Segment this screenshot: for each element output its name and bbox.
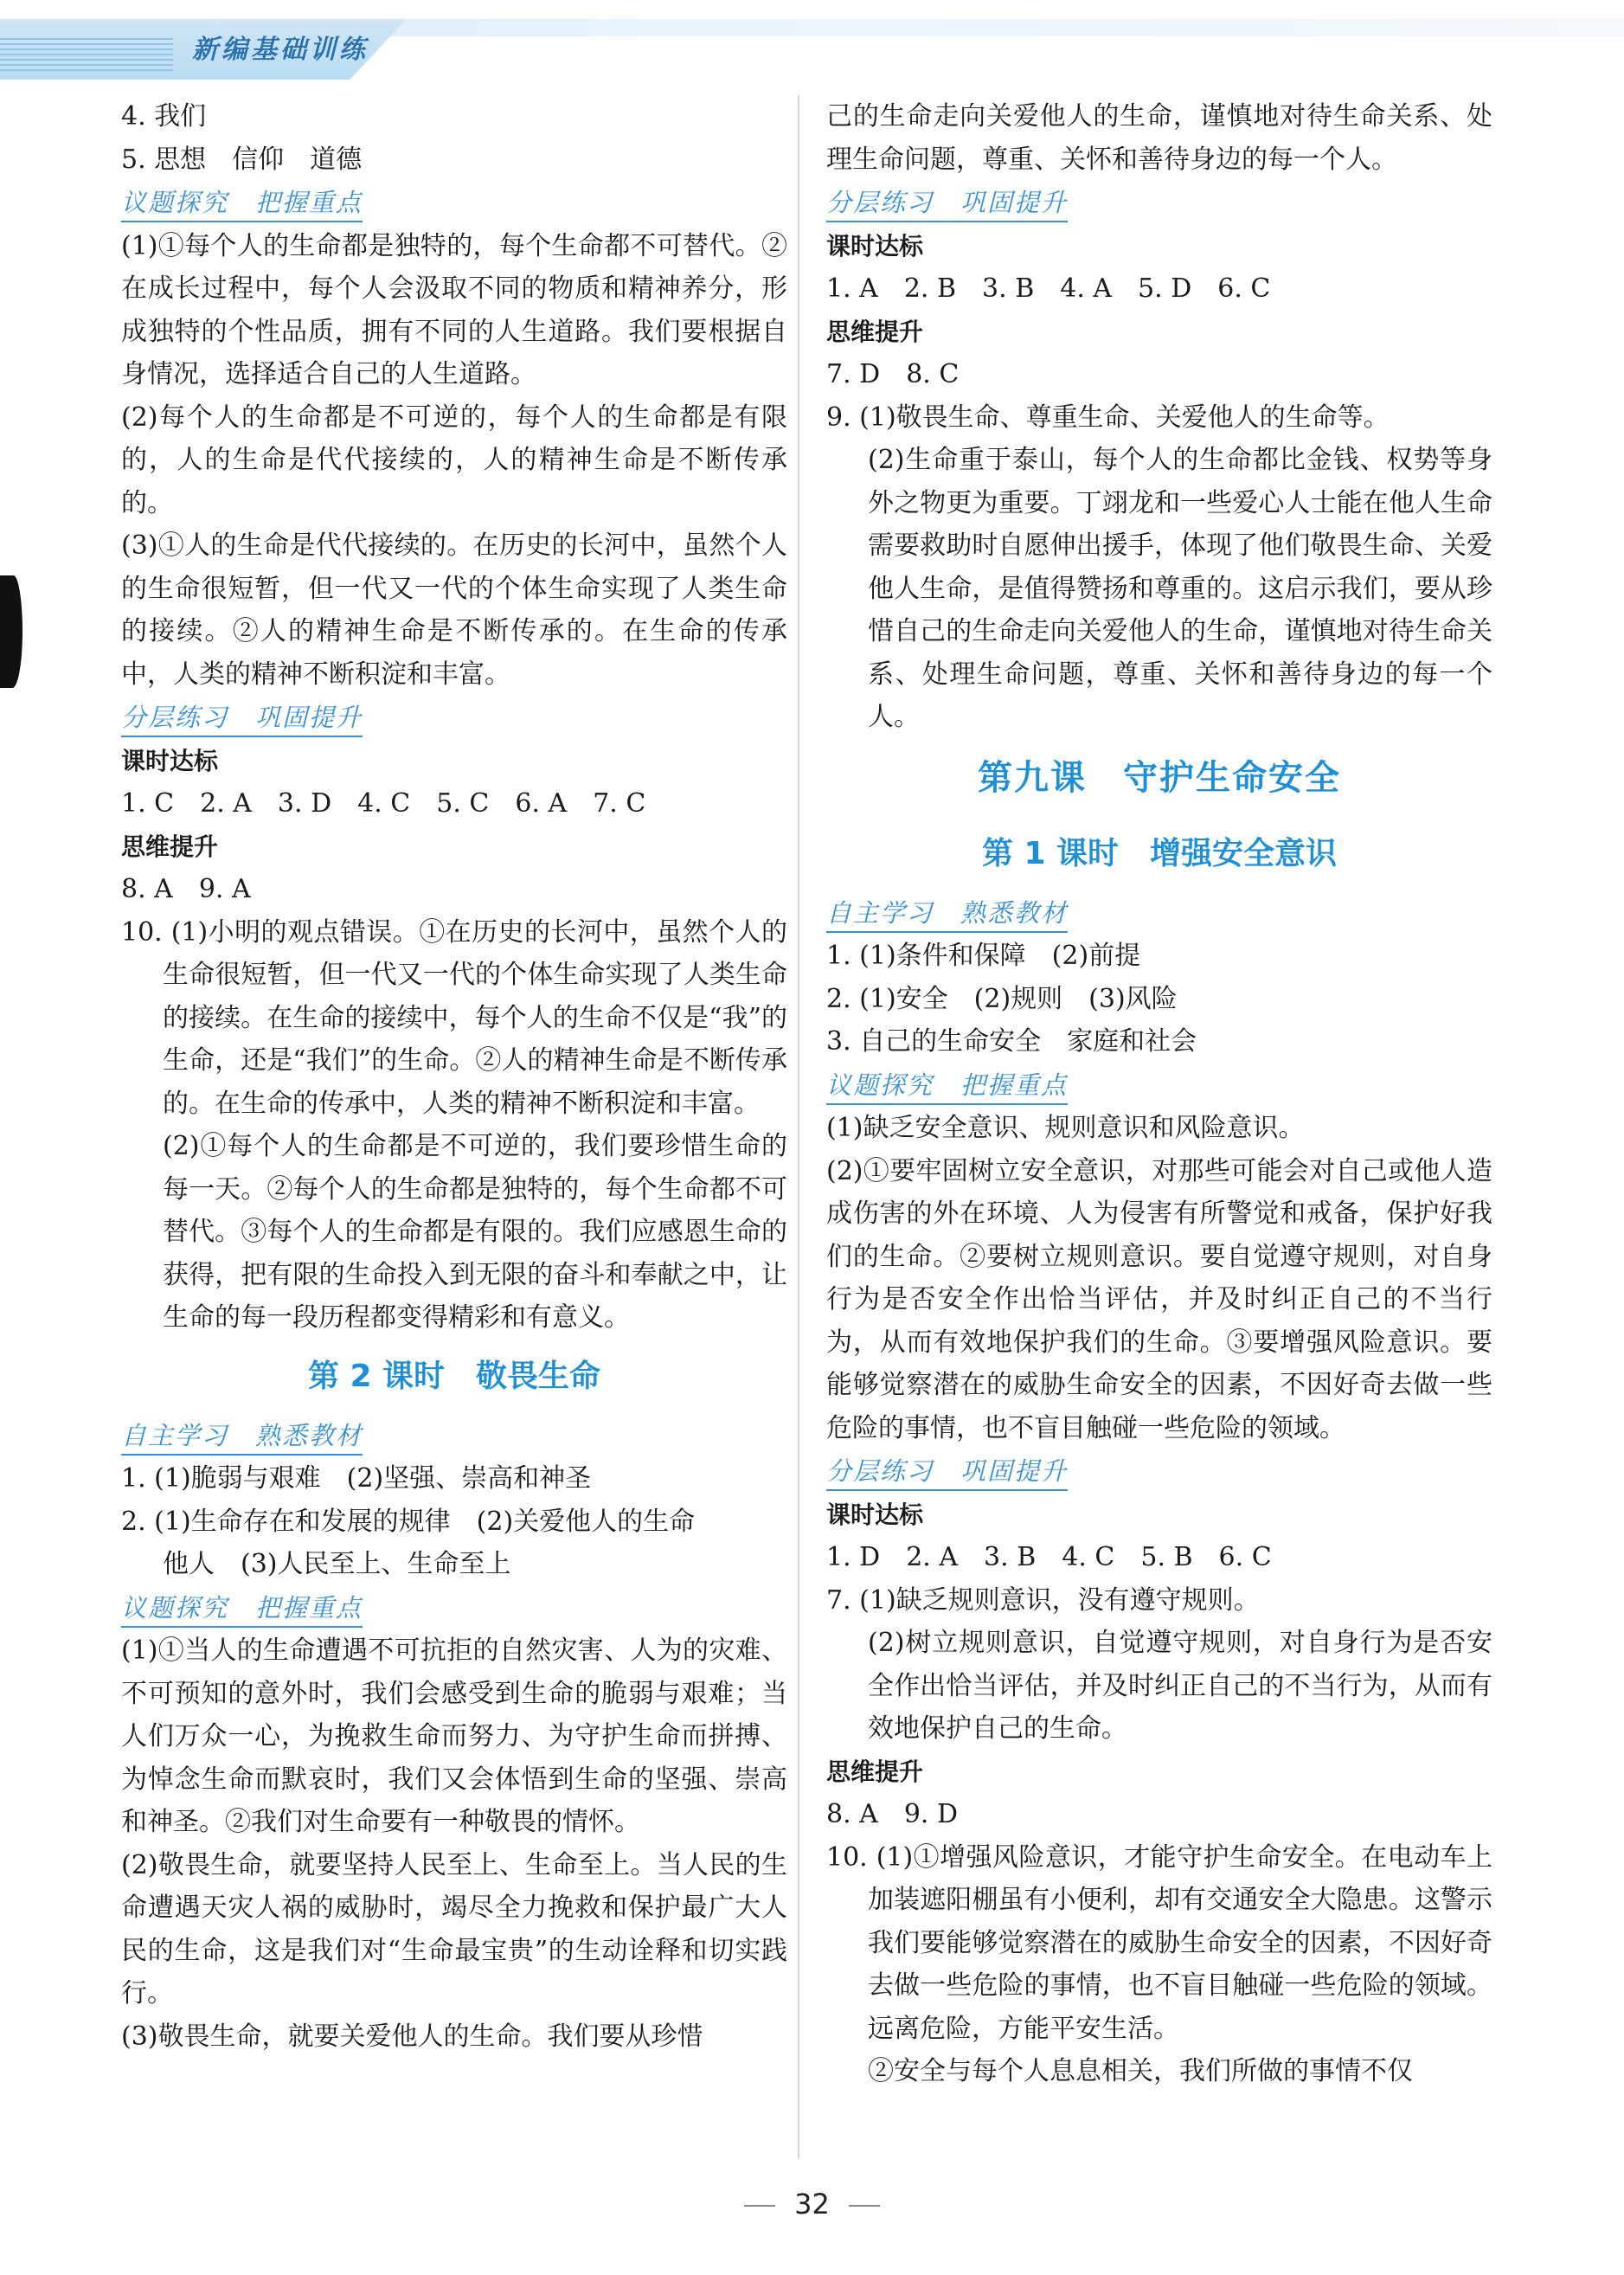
left-column	[121, 95, 787, 2058]
section-label: 自主学习 熟悉教材	[826, 895, 1068, 933]
choice-answers: 1. A 2. B 3. B 4. A 5. D 6. C	[826, 273, 1271, 304]
answer-line: 1. (1)条件和保障 (2)前提	[826, 941, 1141, 971]
section-label: 自主学习 熟悉教材	[121, 1417, 363, 1456]
subheading: 课时达标	[826, 1500, 924, 1529]
answer-paragraph: (1)①每个人的生命都是独特的，每个生命都不可替代。②在成长过程中，每个人会汲取不同的物质和精神养分，形成独特的个性品质，拥有不同的人生道路。我们要根据自身情况，选择适合自己的人生道路。	[121, 230, 787, 389]
answer-line: 1. (1)脆弱与艰难 (2)坚强、崇高和神圣	[121, 1463, 592, 1494]
answer-paragraph: (3)①人的生命是代代接续的。在历史的长河中，虽然个人的生命很短暂，但一代又一代的个体生命实现了人类生命的接续。②人的精神生命是不断传承的。在生命的传承中，人类的精神不断积淀和丰富。	[121, 530, 787, 690]
section-label: 议题探究 把握重点	[121, 1590, 363, 1628]
answer-paragraph: 己的生命走向关爱他人的生命，谨慎地对待生命关系、处理生命问题，尊重、关怀和善待身边的每一个人。	[826, 101, 1492, 175]
section-label: 议题探究 把握重点	[121, 184, 363, 222]
answer-paragraph: 10. (1)小明的观点错误。①在历史的长河中，虽然个人的生命很短暂，但一代又一代的个体生命实现了人类生命的接续。在生命的接续中，每个人的生命不仅是“我”的生命，还是“我们”的生命。②人的精神生命是不断传承的。在生命的传承中，人类的精神不断积淀和丰富。	[121, 916, 787, 1119]
book-title: 新编基础训练	[192, 35, 369, 65]
answer-paragraph: (2)树立规则意识，自觉遵守规则，对自身行为是否安全作出恰当评估，并及时纠正自己的不当行为，从而有效地保护自己的生命。	[868, 1628, 1492, 1744]
answer-paragraph: ②安全与每个人息息相关，我们所做的事情不仅	[868, 2056, 1413, 2086]
subheading: 思维提升	[826, 1757, 924, 1786]
choice-answers: 7. D 8. C	[826, 359, 960, 389]
header-banner	[0, 0, 1624, 82]
section-label: 议题探究 把握重点	[826, 1067, 1068, 1105]
column-divider	[798, 95, 799, 2159]
answer-line: 2. (1)安全 (2)规则 (3)风险	[826, 983, 1178, 1014]
answer-paragraph: (2)生命重于泰山，每个人的生命都比金钱、权势等身外之物更为重要。丁翊龙和一些爱心人士能在他人生命需要救助时自愿伸出援手，体现了他们敬畏生命、关爱他人生命，是值得赞扬和尊重的。这启示我们，要从珍惜自己的生命走向关爱他人的生命，谨慎地对待生命关系、处理生命问题，尊重、关怀和善待身边的每一个人。	[868, 445, 1492, 732]
choice-answers: 1. D 2. A 3. B 4. C 5. B 6. C	[826, 1542, 1272, 1572]
right-column	[826, 95, 1492, 2093]
answer-paragraph: (2)①每个人的生命都是不可逆的，我们要珍惜生命的每一天。②每个人的生命都是独特的，每个生命都不可替代。③每个人的生命都是有限的。我们应感恩生命的获得，把有限的生命投入到无限的奋斗和奉献之中，让生命的每一段历程都变得精彩和有意义。	[163, 1131, 787, 1333]
answer-line: 5. 思想 信仰 道德	[121, 144, 363, 175]
page-number-footer	[0, 2188, 1624, 2220]
answer-paragraph: (3)敬畏生命，就要关爱他人的生命。我们要从珍惜	[121, 2021, 703, 2052]
scan-edge-blot	[0, 575, 22, 688]
section-label: 分层练习 巩固提升	[121, 699, 363, 737]
choice-answers: 8. A 9. A	[121, 874, 251, 904]
answer-line: 2. (1)生命存在和发展的规律 (2)关爱他人的生命	[121, 1506, 696, 1537]
answer-line: 3. 自己的生命安全 家庭和社会	[826, 1026, 1197, 1057]
answer-line: 9. (1)敬畏生命、尊重生命、关爱他人的生命等。	[826, 402, 1390, 433]
answer-paragraph: (2)敬畏生命，就要坚持人民至上、生命至上。当人民的生命遭遇天灾人祸的威胁时，竭尽全力挽救和保护最广大人民的生命，这是我们对“生命最宝贵”的生动诠释和切实践行。	[121, 1849, 787, 2008]
page-number: 32	[794, 2188, 830, 2220]
choice-answers: 8. A 9. D	[826, 1799, 959, 1829]
answer-line: 4. 我们	[121, 101, 207, 132]
choice-answers: 1. C 2. A 3. D 4. C 5. C 6. A 7. C	[121, 788, 646, 819]
answer-paragraph: 10. (1)①增强风险意识，才能守护生命安全。在电动车上加装遮阳棚虽有小便利，却有交通安全大隐患。这警示我们要能够觉察潜在的威胁生命安全的因素，不因好奇去做一些危险的事情，也不盲目触碰一些危险的领域。远离危险，方能平安生活。	[826, 1841, 1492, 2044]
footer-dash-left	[744, 2205, 775, 2207]
answer-line: 7. (1)缺乏规则意识，没有遵守规则。	[826, 1584, 1260, 1616]
answer-paragraph: (1)①当人的生命遭遇不可抗拒的自然灾害、人为的灾难、不可预知的意外时，我们会感受到生命的脆弱与艰难；当人们万众一心，为挽救生命而努力、为守护生命而拼搏、为悼念生命而默哀时，我们又会体悟到生命的坚强、崇高和神圣。②我们对生命要有一种敬畏的情怀。	[121, 1636, 787, 1837]
lesson-heading: 第 1 课时 增强安全意识	[981, 835, 1338, 871]
answer-paragraph: (2)每个人的生命都是不可逆的，每个人的生命都是有限的，人的生命是代代接续的，人的精神生命是不断传承的。	[121, 402, 787, 518]
subheading: 思维提升	[121, 832, 219, 861]
answer-line: (1)缺乏安全意识、规则意识和风险意识。	[826, 1113, 1305, 1143]
header-lines-decoration	[0, 38, 173, 73]
subheading: 课时达标	[826, 231, 924, 260]
subheading: 课时达标	[121, 746, 219, 775]
section-label: 分层练习 巩固提升	[826, 184, 1068, 222]
subheading: 思维提升	[826, 317, 924, 346]
lesson-heading: 第 2 课时 敬畏生命	[307, 1358, 601, 1394]
chapter-heading: 第九课 守护生命安全	[978, 757, 1341, 798]
answer-paragraph: (2)①要牢固树立安全意识，对那些可能会对自己或他人造成伤害的外在环境、人为侵害有所警觉和戒备，保护好我们的生命。②要树立规则意识。要自觉遵守规则，对自身行为是否安全作出恰当评估，并及时纠正自己的不当行为，从而有效地保护我们的生命。③要增强风险意识。要能够觉察潜在的威胁生命安全的因素，不因好奇去做一些危险的事情，也不盲目触碰一些危险的领域。	[826, 1155, 1492, 1443]
section-label: 分层练习 巩固提升	[826, 1453, 1068, 1491]
footer-dash-right	[849, 2205, 880, 2207]
answer-line: 他人 (3)人民至上、生命至上	[163, 1549, 511, 1579]
